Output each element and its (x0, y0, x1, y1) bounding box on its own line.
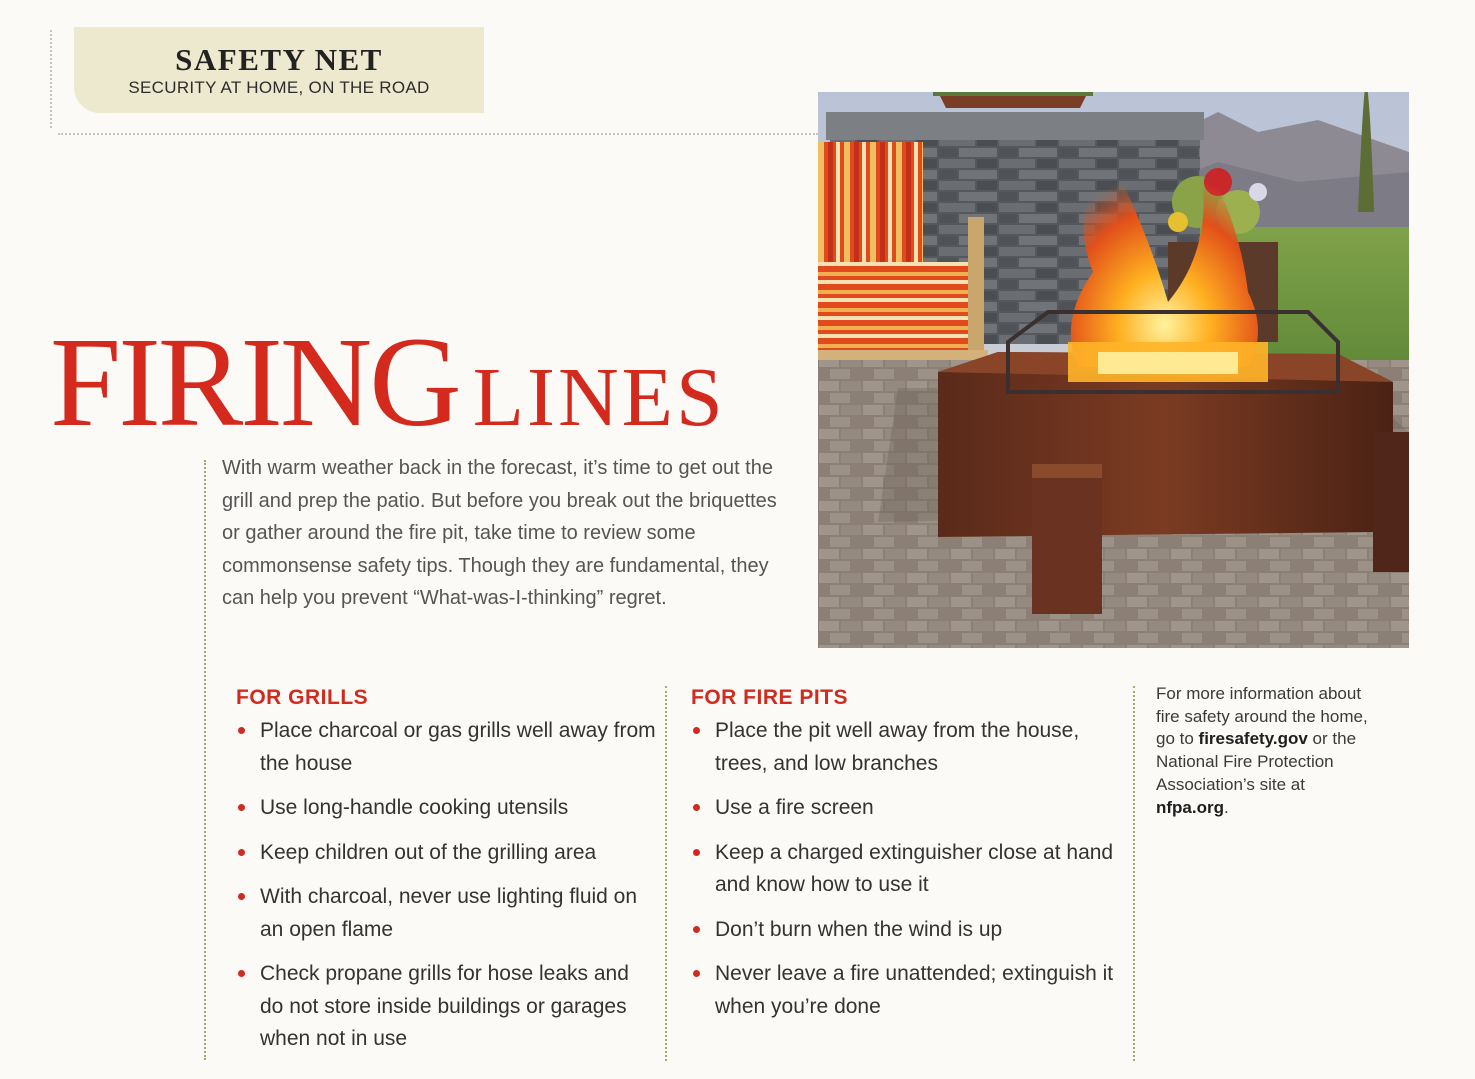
list-item: Keep children out of the grilling area (236, 837, 656, 870)
header-dotted-border-horizontal (58, 133, 818, 135)
section-subtitle: SECURITY AT HOME, ON THE ROAD (128, 78, 430, 97)
intro-paragraph: With warm weather back in the forecast, it’s time to get out the grill and prep the patio. But before you break out the briquettes or gather around the fire pit, take time to review some commonsense safety tips. Though they are fundamental, they can help you prevent “What-was-I-thinking” regret. (222, 457, 777, 609)
list-item: Place the pit well away from the house, trees, and low branches (691, 715, 1123, 780)
grills-tips-list (236, 715, 656, 1068)
list-item: Never leave a fire unattended; extinguish it when you’re done (691, 958, 1123, 1023)
bullet-icon (238, 893, 245, 900)
section-title: SAFETY NET (175, 42, 383, 77)
list-item: Use a fire screen (691, 792, 1123, 825)
firesafety-link[interactable]: firesafety.gov (1198, 729, 1308, 749)
bullet-icon (238, 804, 245, 811)
column-divider-right (1133, 686, 1135, 1061)
headline (50, 311, 726, 453)
headline-lines: LINES (472, 351, 726, 444)
more-info-sidebar: For more information about fire safety around the home, go to firesafety.gov or the National Fire Protection Association’s site at nfpa.org. (1156, 684, 1368, 817)
list-item: Check propane grills for hose leaks and do not store inside buildings or garages when not in use (236, 958, 656, 1056)
bullet-icon (693, 926, 700, 933)
fire-pits-tips-list (691, 715, 1123, 1035)
fire-pits-heading: FOR FIRE PITS (691, 686, 849, 709)
list-item: Don’t burn when the wind is up (691, 914, 1123, 947)
bullet-icon (238, 849, 245, 856)
list-item: Use long-handle cooking utensils (236, 792, 656, 825)
bullet-icon (693, 970, 700, 977)
grills-heading: FOR GRILLS (236, 686, 369, 709)
intro-divider (204, 460, 206, 1060)
bullet-icon (238, 970, 245, 977)
headline-firing: FIRING (50, 311, 459, 453)
bullet-icon (238, 727, 245, 734)
bullet-icon (693, 804, 700, 811)
header-dotted-border-vertical (50, 30, 52, 128)
list-item: Place charcoal or gas grills well away from the house (236, 715, 656, 780)
list-item: Keep a charged extinguisher close at hand and know how to use it (691, 837, 1123, 902)
column-divider-middle (665, 686, 667, 1061)
list-item: With charcoal, never use lighting fluid on an open flame (236, 881, 656, 946)
bullet-icon (693, 849, 700, 856)
fire-pit-patio-photo (818, 92, 1409, 648)
bullet-icon (693, 727, 700, 734)
nfpa-link[interactable]: nfpa.org (1156, 797, 1224, 817)
